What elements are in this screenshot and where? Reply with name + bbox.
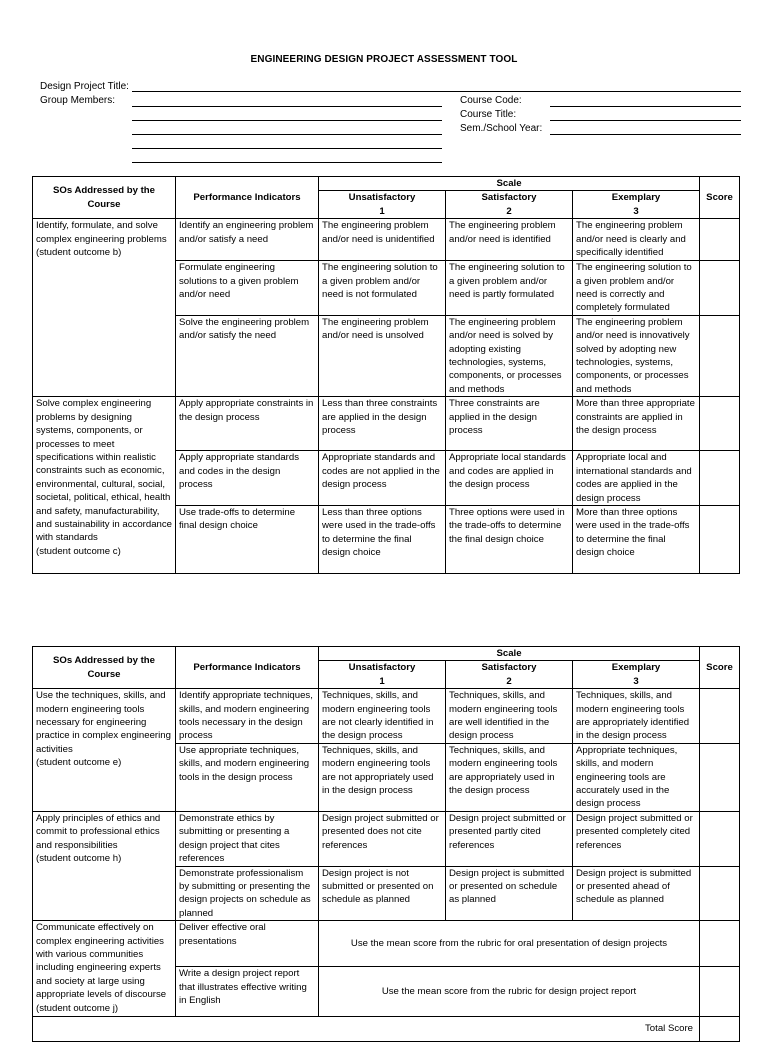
course-title-label: Course Title: <box>460 109 517 120</box>
header-sos: SOs Addressed by the Course <box>33 177 176 219</box>
table-row <box>33 219 740 261</box>
pi-cell: Solve the engineering problem and/or satisfy the need <box>176 315 319 396</box>
score-cell[interactable] <box>700 967 740 1017</box>
total-score-cell[interactable] <box>700 1017 740 1042</box>
table-row <box>33 689 740 744</box>
sat-cell: Techniques, skills, and modern engineering tools are appropriately used in the design process <box>446 743 573 811</box>
pi-cell: Identify appropriate techniques, skills, and modern engineering tools necessary in the design process <box>176 689 319 744</box>
score-cell[interactable] <box>700 397 740 451</box>
pi-cell: Identify an engineering problem and/or satisfy a need <box>176 219 319 261</box>
so-cell: Solve complex engineering problems by designing systems, components, or processes to meet specifications within realistic constraints such as economic, environmental, cultural, social, societal, political, ethical, health and safety, manufacturability, and sustainability in accordance with standards (student outcome c) <box>33 397 176 574</box>
rubric-table-1 <box>32 176 740 574</box>
score-cell[interactable] <box>700 743 740 811</box>
so-cell: Identify, formulate, and solve complex engineering problems (student outcome b) <box>33 219 176 397</box>
total-score-row <box>33 1017 740 1042</box>
unsat-cell: The engineering problem and/or need is unsolved <box>319 315 446 396</box>
score-cell[interactable] <box>700 505 740 573</box>
exem-cell: More than three options were used in the trade-offs to determine the final design choice <box>573 505 700 573</box>
pi-cell: Apply appropriate constraints in the design process <box>176 397 319 451</box>
sat-cell: Appropriate local standards and codes are applied in the design process <box>446 451 573 506</box>
header-scale: Scale <box>319 647 700 661</box>
header-satisfactory: Satisfactory 2 <box>446 661 573 689</box>
score-cell[interactable] <box>700 689 740 744</box>
pi-cell: Use appropriate techniques, skills, and modern engineering tools in the design process <box>176 743 319 811</box>
exem-cell: Techniques, skills, and modern engineering tools are appropriately identified in the design process <box>573 689 700 744</box>
unsat-cell: The engineering problem and/or need is unidentified <box>319 219 446 261</box>
group-member-field[interactable] <box>132 148 442 149</box>
sem-school-year-label: Sem./School Year: <box>460 123 543 134</box>
sat-cell: The engineering problem and/or need is solved by adopting existing technologies, systems, components, or processes and methods <box>446 315 573 396</box>
sat-cell: Design project is submitted or presented on schedule as planned <box>446 866 573 921</box>
pi-cell: Demonstrate ethics by submitting or presenting a design project that cites references <box>176 811 319 866</box>
unsat-cell: Techniques, skills, and modern engineering tools are not clearly identified in the design process <box>319 689 446 744</box>
exem-cell: Appropriate techniques, skills, and modern engineering tools are accurately used in the design process <box>573 743 700 811</box>
unsat-cell: Less than three options were used in the trade-offs to determine the final design choice <box>319 505 446 573</box>
sat-cell: The engineering problem and/or need is identified <box>446 219 573 261</box>
header-score: Score <box>700 647 740 689</box>
project-title-label: Design Project Title: <box>40 81 129 92</box>
header-scale: Scale <box>319 177 700 191</box>
score-cell[interactable] <box>700 315 740 396</box>
score-cell[interactable] <box>700 811 740 866</box>
score-cell[interactable] <box>700 451 740 506</box>
sat-cell: Design project submitted or presented partly cited references <box>446 811 573 866</box>
group-members-label: Group Members: <box>40 95 116 106</box>
unsat-cell: Design project submitted or presented does not cite references <box>319 811 446 866</box>
unsat-cell: Techniques, skills, and modern engineering tools are not appropriately used in the design process <box>319 743 446 811</box>
exem-cell: Appropriate local and international standards and codes are applied in the design process <box>573 451 700 506</box>
score-cell[interactable] <box>700 219 740 261</box>
table-row <box>33 811 740 866</box>
pi-cell: Write a design project report that illustrates effective writing in English <box>176 967 319 1017</box>
course-code-field[interactable] <box>550 106 741 107</box>
unsat-cell: The engineering solution to a given problem and/or need is not formulated <box>319 261 446 316</box>
header-exemplary: Exemplary 3 <box>573 191 700 219</box>
exem-cell: Design project is submitted or presented ahead of schedule as planned <box>573 866 700 921</box>
so-cell: Apply principles of ethics and commit to professional ethics and responsibilities (student outcome h) <box>33 811 176 920</box>
score-cell[interactable] <box>700 921 740 967</box>
header-unsatisfactory: Unsatisfactory 1 <box>319 661 446 689</box>
so-cell: Communicate effectively on complex engineering activities with various communities including engineering experts and society at large using appropriate levels of discourse (student outcome j) <box>33 921 176 1017</box>
course-title-field[interactable] <box>550 120 741 121</box>
exem-cell: The engineering problem and/or need is clearly and specifically identified <box>573 219 700 261</box>
header-sos: SOs Addressed by the Course <box>33 647 176 689</box>
sem-school-year-field[interactable] <box>550 134 741 135</box>
group-member-field[interactable] <box>132 120 442 121</box>
exem-cell: More than three appropriate constraints are applied in the design process <box>573 397 700 451</box>
unsat-cell: Appropriate standards and codes are not applied in the design process <box>319 451 446 506</box>
project-title-field[interactable] <box>132 91 741 92</box>
so-cell: Use the techniques, skills, and modern engineering tools necessary for engineering practice in complex engineering activities (student outcome e) <box>33 689 176 812</box>
header-exemplary: Exemplary 3 <box>573 661 700 689</box>
rubric-table-2 <box>32 646 740 1042</box>
course-code-label: Course Code: <box>460 95 522 106</box>
header-performance-indicators: Performance Indicators <box>176 177 319 219</box>
design-report-note: Use the mean score from the rubric for design project report <box>319 967 700 1017</box>
header-unsatisfactory: Unsatisfactory 1 <box>319 191 446 219</box>
oral-presentation-note: Use the mean score from the rubric for oral presentation of design projects <box>319 921 700 967</box>
unsat-cell: Less than three constraints are applied in the design process <box>319 397 446 451</box>
sat-cell: The engineering solution to a given problem and/or need is partly formulated <box>446 261 573 316</box>
pi-cell: Formulate engineering solutions to a given problem and/or need <box>176 261 319 316</box>
score-cell[interactable] <box>700 866 740 921</box>
pi-cell: Demonstrate professionalism by submitting or presenting the design projects on schedule as planned <box>176 866 319 921</box>
exem-cell: The engineering problem and/or need is innovatively solved by adopting new technologies, systems, components, or processes and methods <box>573 315 700 396</box>
sat-cell: Three options were used in the trade-offs to determine the final design choice <box>446 505 573 573</box>
pi-cell: Apply appropriate standards and codes in the design process <box>176 451 319 506</box>
exem-cell: The engineering solution to a given problem and/or need is correctly and completely formulated <box>573 261 700 316</box>
group-member-field[interactable] <box>132 134 442 135</box>
sat-cell: Three constraints are applied in the design process <box>446 397 573 451</box>
score-cell[interactable] <box>700 261 740 316</box>
pi-cell: Deliver effective oral presentations <box>176 921 319 967</box>
document-title: ENGINEERING DESIGN PROJECT ASSESSMENT TOOL <box>250 54 518 65</box>
unsat-cell: Design project is not submitted or presented on schedule as planned <box>319 866 446 921</box>
header-performance-indicators: Performance Indicators <box>176 647 319 689</box>
header-satisfactory: Satisfactory 2 <box>446 191 573 219</box>
header-score: Score <box>700 177 740 219</box>
sat-cell: Techniques, skills, and modern engineering tools are well identified in the design process <box>446 689 573 744</box>
total-score-label: Total Score <box>33 1017 700 1042</box>
pi-cell: Use trade-offs to determine final design choice <box>176 505 319 573</box>
table-row <box>33 921 740 967</box>
table-row <box>33 397 740 451</box>
group-member-field[interactable] <box>132 106 442 107</box>
group-member-field[interactable] <box>132 162 442 163</box>
exem-cell: Design project submitted or presented completely cited references <box>573 811 700 866</box>
